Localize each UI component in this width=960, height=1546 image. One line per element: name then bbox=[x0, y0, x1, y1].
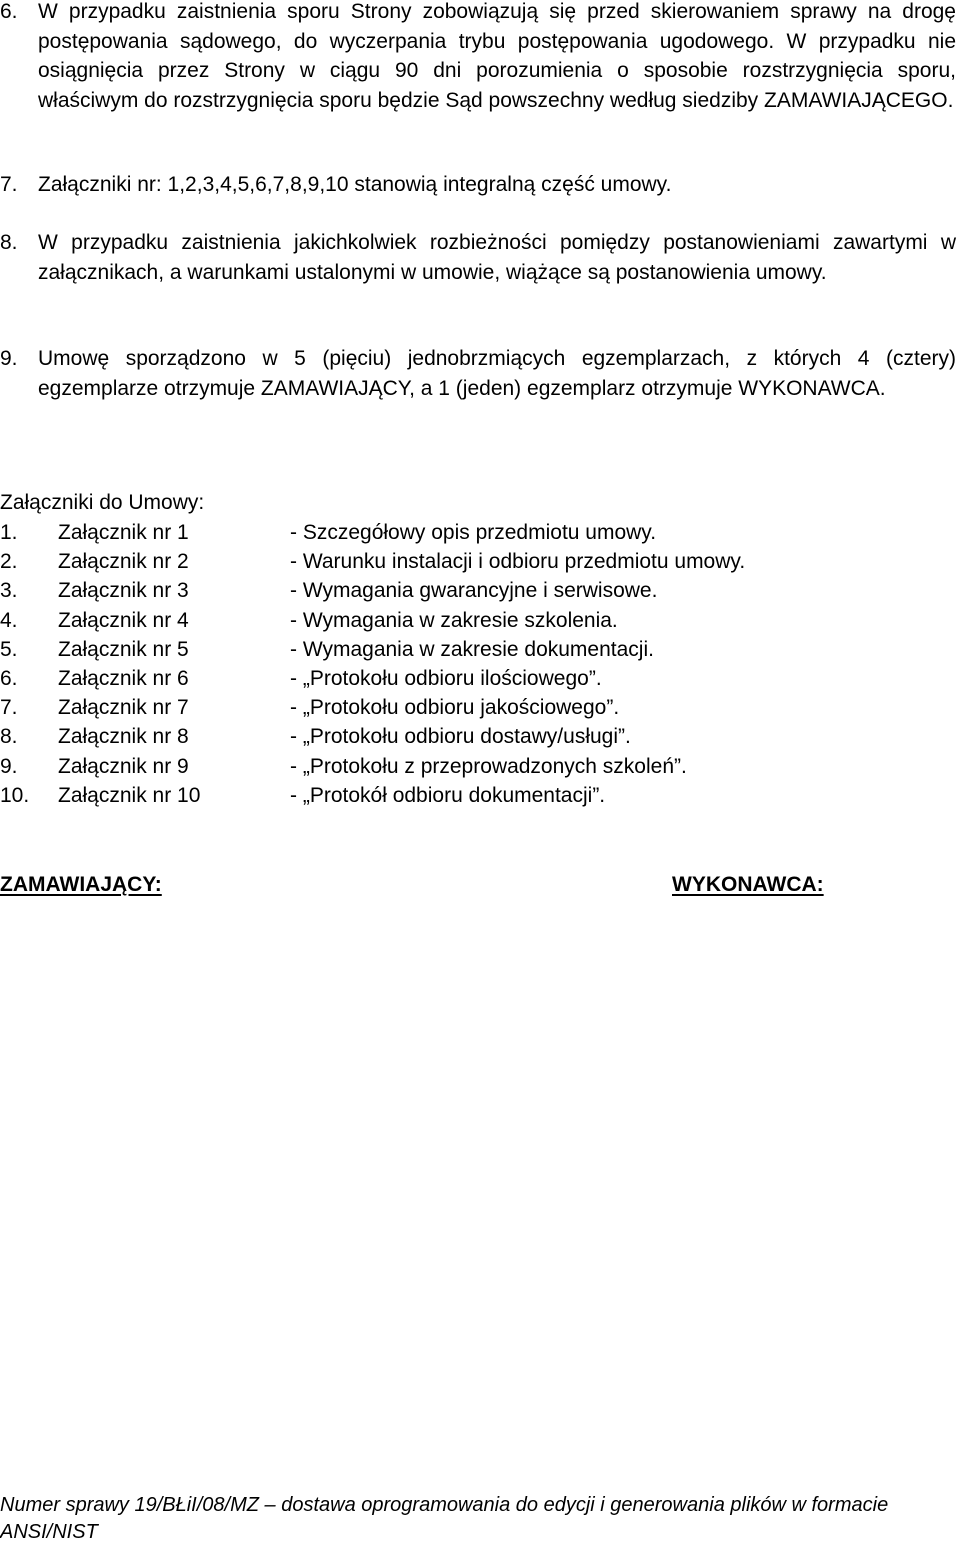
paragraph-number: 6. bbox=[0, 0, 18, 23]
attachment-name: Załącznik nr 1 bbox=[58, 521, 189, 544]
attachment-number: 9. bbox=[0, 754, 18, 778]
attachments-list bbox=[0, 518, 956, 810]
attachment-description: - „Protokołu odbioru dostawy/usługi”. bbox=[290, 725, 631, 749]
page-footer: Numer sprawy 19/BŁiI/08/MZ – dostawa oprogramowania do edycji i generowania plików w formacie ANSI/NIST bbox=[0, 1494, 889, 1543]
attachment-description: - Wymagania gwarancyjne i serwisowe. bbox=[290, 579, 658, 603]
attachment-name: Załącznik nr 4 bbox=[58, 608, 189, 632]
paragraph-6 bbox=[0, 0, 956, 115]
paragraph-9 bbox=[0, 344, 956, 403]
attachment-name: Załącznik nr 9 bbox=[58, 754, 189, 778]
attachment-item bbox=[0, 693, 956, 722]
attachment-description: - Szczegółowy opis przedmiotu umowy. bbox=[290, 521, 657, 544]
attachment-number: 6. bbox=[0, 666, 18, 690]
attachment-item bbox=[0, 635, 956, 664]
attachment-description: - Wymagania w zakresie szkolenia. bbox=[290, 608, 618, 632]
attachment-item bbox=[0, 606, 956, 635]
attachment-description: - „Protokołu z przeprowadzonych szkoleń”. bbox=[290, 754, 687, 778]
attachment-item bbox=[0, 518, 956, 547]
signature-label-zamawiajacy: ZAMAWIAJĄCY: bbox=[0, 873, 162, 896]
attachment-name: Załącznik nr 6 bbox=[58, 666, 189, 690]
attachment-name: Załącznik nr 7 bbox=[58, 696, 189, 720]
attachment-name: Załącznik nr 10 bbox=[58, 783, 201, 807]
attachment-item bbox=[0, 722, 956, 751]
attachments-heading: Załączniki do Umowy: bbox=[0, 491, 205, 514]
paragraph-number: 8. bbox=[0, 231, 18, 254]
paragraph-text: Załączniki nr: 1,2,3,4,5,6,7,8,9,10 stanowią integralną część umowy. bbox=[38, 173, 672, 196]
attachment-description: - „Protokół odbioru dokumentacji”. bbox=[290, 783, 606, 807]
paragraph-8 bbox=[0, 228, 956, 287]
paragraph-text: W przypadku zaistnienia jakichkolwiek rozbieżności pomiędzy postanowieniami zawartymi w załącznikach, a warunkami ustalonymi w umowie, wiążące są postanowienia umowy. bbox=[38, 231, 956, 284]
attachment-number: 4. bbox=[0, 608, 18, 632]
attachment-name: Załącznik nr 2 bbox=[58, 550, 189, 574]
attachment-description: - Wymagania w zakresie dokumentacji. bbox=[290, 637, 654, 661]
attachment-number: 5. bbox=[0, 637, 18, 661]
paragraph-text: W przypadku zaistnienia sporu Strony zobowiązują się przed skierowaniem sprawy na drogę postępowania sądowego, do wyczerpania trybu postępowania ugodowego. W przypadku nie osiągnięcia przez Strony w ciągu 90 dni porozumienia o sposobie rozstrzygnięcia sporu, właściwym do rozstrzygnięcia sporu będzie Sąd powszechny według siedziby ZAMAWIAJĄCEGO. bbox=[38, 0, 956, 112]
attachment-name: Załącznik nr 3 bbox=[58, 579, 189, 603]
attachment-description: - Warunku instalacji i odbioru przedmiotu umowy. bbox=[290, 550, 746, 574]
paragraph-number: 9. bbox=[0, 347, 18, 370]
attachment-item bbox=[0, 576, 956, 605]
attachment-name: Załącznik nr 8 bbox=[58, 725, 189, 749]
attachment-number: 10. bbox=[0, 783, 30, 807]
attachment-item bbox=[0, 664, 956, 693]
paragraph-7 bbox=[0, 170, 956, 200]
attachment-item bbox=[0, 781, 956, 810]
attachment-number: 2. bbox=[0, 550, 18, 574]
signature-label-wykonawca: WYKONAWCA: bbox=[672, 873, 824, 896]
attachment-description: - „Protokołu odbioru ilościowego”. bbox=[290, 666, 602, 690]
attachment-number: 7. bbox=[0, 696, 18, 720]
attachment-number: 1. bbox=[0, 521, 18, 544]
paragraph-text: Umowę sporządzono w 5 (pięciu) jednobrzmiących egzemplarzach, z których 4 (cztery) egzemplarze otrzymuje ZAMAWIAJĄCY, a 1 (jeden) egzemplarz otrzymuje WYKONAWCA. bbox=[38, 347, 956, 400]
attachment-item bbox=[0, 547, 956, 576]
paragraph-number: 7. bbox=[0, 173, 18, 196]
attachment-number: 8. bbox=[0, 725, 18, 749]
attachment-number: 3. bbox=[0, 579, 18, 603]
attachment-item bbox=[0, 752, 956, 781]
attachment-description: - „Protokołu odbioru jakościowego”. bbox=[290, 696, 620, 720]
attachment-name: Załącznik nr 5 bbox=[58, 637, 189, 661]
